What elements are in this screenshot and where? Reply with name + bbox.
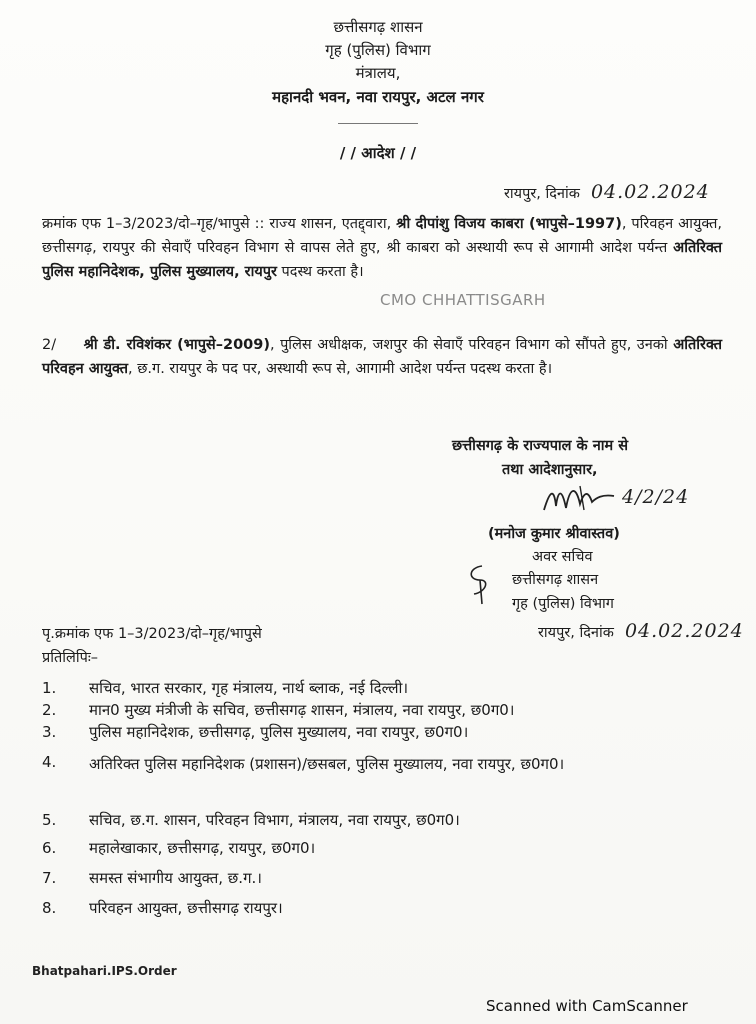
- order-paragraph-2: [42, 333, 722, 381]
- handwritten-date: 04.02.2024: [590, 181, 710, 203]
- order-title: / / आदेश / /: [339, 144, 417, 162]
- list-item-number: 2.: [42, 701, 57, 719]
- list-item-text: परिवहन आयुक्त, छत्तीसगढ़ रायपुर।: [89, 899, 283, 917]
- list-item-number: 5.: [42, 811, 57, 829]
- signature-order-line: तथा आदेशानुसार,: [502, 462, 598, 478]
- list-item-text: सचिव, छ.ग. शासन, परिवहन विभाग, मंत्रालय, नवा रायपुर, छ0ग0।: [89, 811, 460, 829]
- paragraph1-text-2: , परिवहन आयुक्त, छत्तीसगढ़, रायपुर की सेवाएँ परिवहन विभाग से वापस लेते हुए, श्री काबरा को अस्थायी रूप से आगामी आदेश पर्यन्त: [42, 216, 723, 256]
- date-label: रायपुर, दिनांक: [504, 186, 580, 202]
- header-department: गृह (पुलिस) विभाग: [325, 41, 431, 59]
- footer-source-label: Bhatpahari.IPS.Order: [32, 964, 177, 978]
- header-address: महानदी भवन, नवा रायपुर, अटल नगर: [272, 88, 484, 106]
- signatory-department: गृह (पुलिस) विभाग: [512, 596, 614, 612]
- header-divider: [338, 123, 418, 124]
- list-item-number: 3.: [42, 723, 57, 741]
- list-item-number: 4.: [42, 753, 57, 771]
- watermark-text: CMO CHHATTISGARH: [380, 291, 546, 309]
- list-item-text: मान0 मुख्य मंत्रीजी के सचिव, छत्तीसगढ़ शासन, मंत्रालय, नवा रायपुर, छ0ग0।: [89, 701, 515, 719]
- list-item-number: 1.: [42, 679, 57, 697]
- signature-handwritten-date: 4/2/24: [622, 486, 690, 508]
- endorsement-date-label: रायपुर, दिनांक: [538, 625, 614, 641]
- list-item-text: समस्त संभागीय आयुक्त, छ.ग.।: [89, 869, 262, 887]
- paragraph1-officer-name: श्री दीपांशु विजय काबरा (भापुसे–1997): [396, 216, 622, 232]
- paragraph2-text-2: , छ.ग. रायपुर के पद पर, अस्थायी रूप से, आगामी आदेश पर्यन्त पदस्थ करता है।: [128, 361, 553, 377]
- list-item-text: सचिव, भारत सरकार, गृह मंत्रालय, नार्थ ब्लाक, नई दिल्ली।: [89, 679, 409, 697]
- endorsement-date-line: [538, 620, 744, 645]
- signatory-name: (मनोज कुमार श्रीवास्तव): [488, 526, 620, 542]
- paragraph2-number: 2/: [42, 337, 84, 353]
- order-paragraph-1: [42, 212, 722, 284]
- header-government: छत्तीसगढ़ शासन: [333, 18, 423, 36]
- paragraph2-officer-name: श्री डी. रविशंकर (भापुसे–2009): [83, 337, 270, 353]
- signature-authority-line: छत्तीसगढ़ के राज्यपाल के नाम से: [452, 438, 629, 454]
- header-ministry: मंत्रालय,: [355, 64, 401, 82]
- endorsement-reference: पृ.क्रमांक एफ 1–3/2023/दो–गृह/भापुसे: [42, 626, 262, 642]
- paragraph2-text-1: , पुलिस अधीक्षक, जशपुर की सेवाएँ परिवहन विभाग को सौंपते हुए, उनको: [269, 337, 674, 353]
- paragraph1-text-1: क्रमांक एफ 1–3/2023/दो–गृह/भापुसे :: राज्य शासन, एतद्द्वारा,: [42, 216, 397, 232]
- scanner-watermark: Scanned with CamScanner: [486, 997, 688, 1015]
- list-item-text: पुलिस महानिदेशक, छत्तीसगढ़, पुलिस मुख्यालय, नवा रायपुर, छ0ग0।: [89, 723, 469, 741]
- endorsement-handwritten-date: 04.02.2024: [624, 620, 744, 642]
- copy-label: प्रतिलिपिः–: [42, 650, 99, 666]
- initial-scribble: [460, 562, 500, 606]
- list-item-number: 6.: [42, 839, 57, 857]
- signatory-designation: अवर सचिव: [532, 549, 593, 565]
- list-item-number: 8.: [42, 899, 57, 917]
- paragraph1-text-3: पदस्थ करता है।: [276, 264, 364, 280]
- paragraph1-new-post: अतिरिक्त पुलिस महानिदेशक, पुलिस मुख्यालय, रायपुर: [42, 240, 722, 280]
- list-item-number: 7.: [42, 869, 57, 887]
- list-item-text: महालेखाकार, छत्तीसगढ़, रायपुर, छ0ग0।: [89, 839, 316, 857]
- date-line: [504, 181, 710, 206]
- paragraph2-new-post: अतिरिक्त परिवहन आयुक्त: [42, 337, 723, 377]
- list-item-text: अतिरिक्त पुलिस महानिदेशक (प्रशासन)/छसबल, पुलिस मुख्यालय, नवा रायपुर, छ0ग0।: [89, 755, 565, 773]
- signature-scribble: [540, 480, 620, 518]
- signatory-office: छत्तीसगढ़ शासन: [512, 572, 599, 588]
